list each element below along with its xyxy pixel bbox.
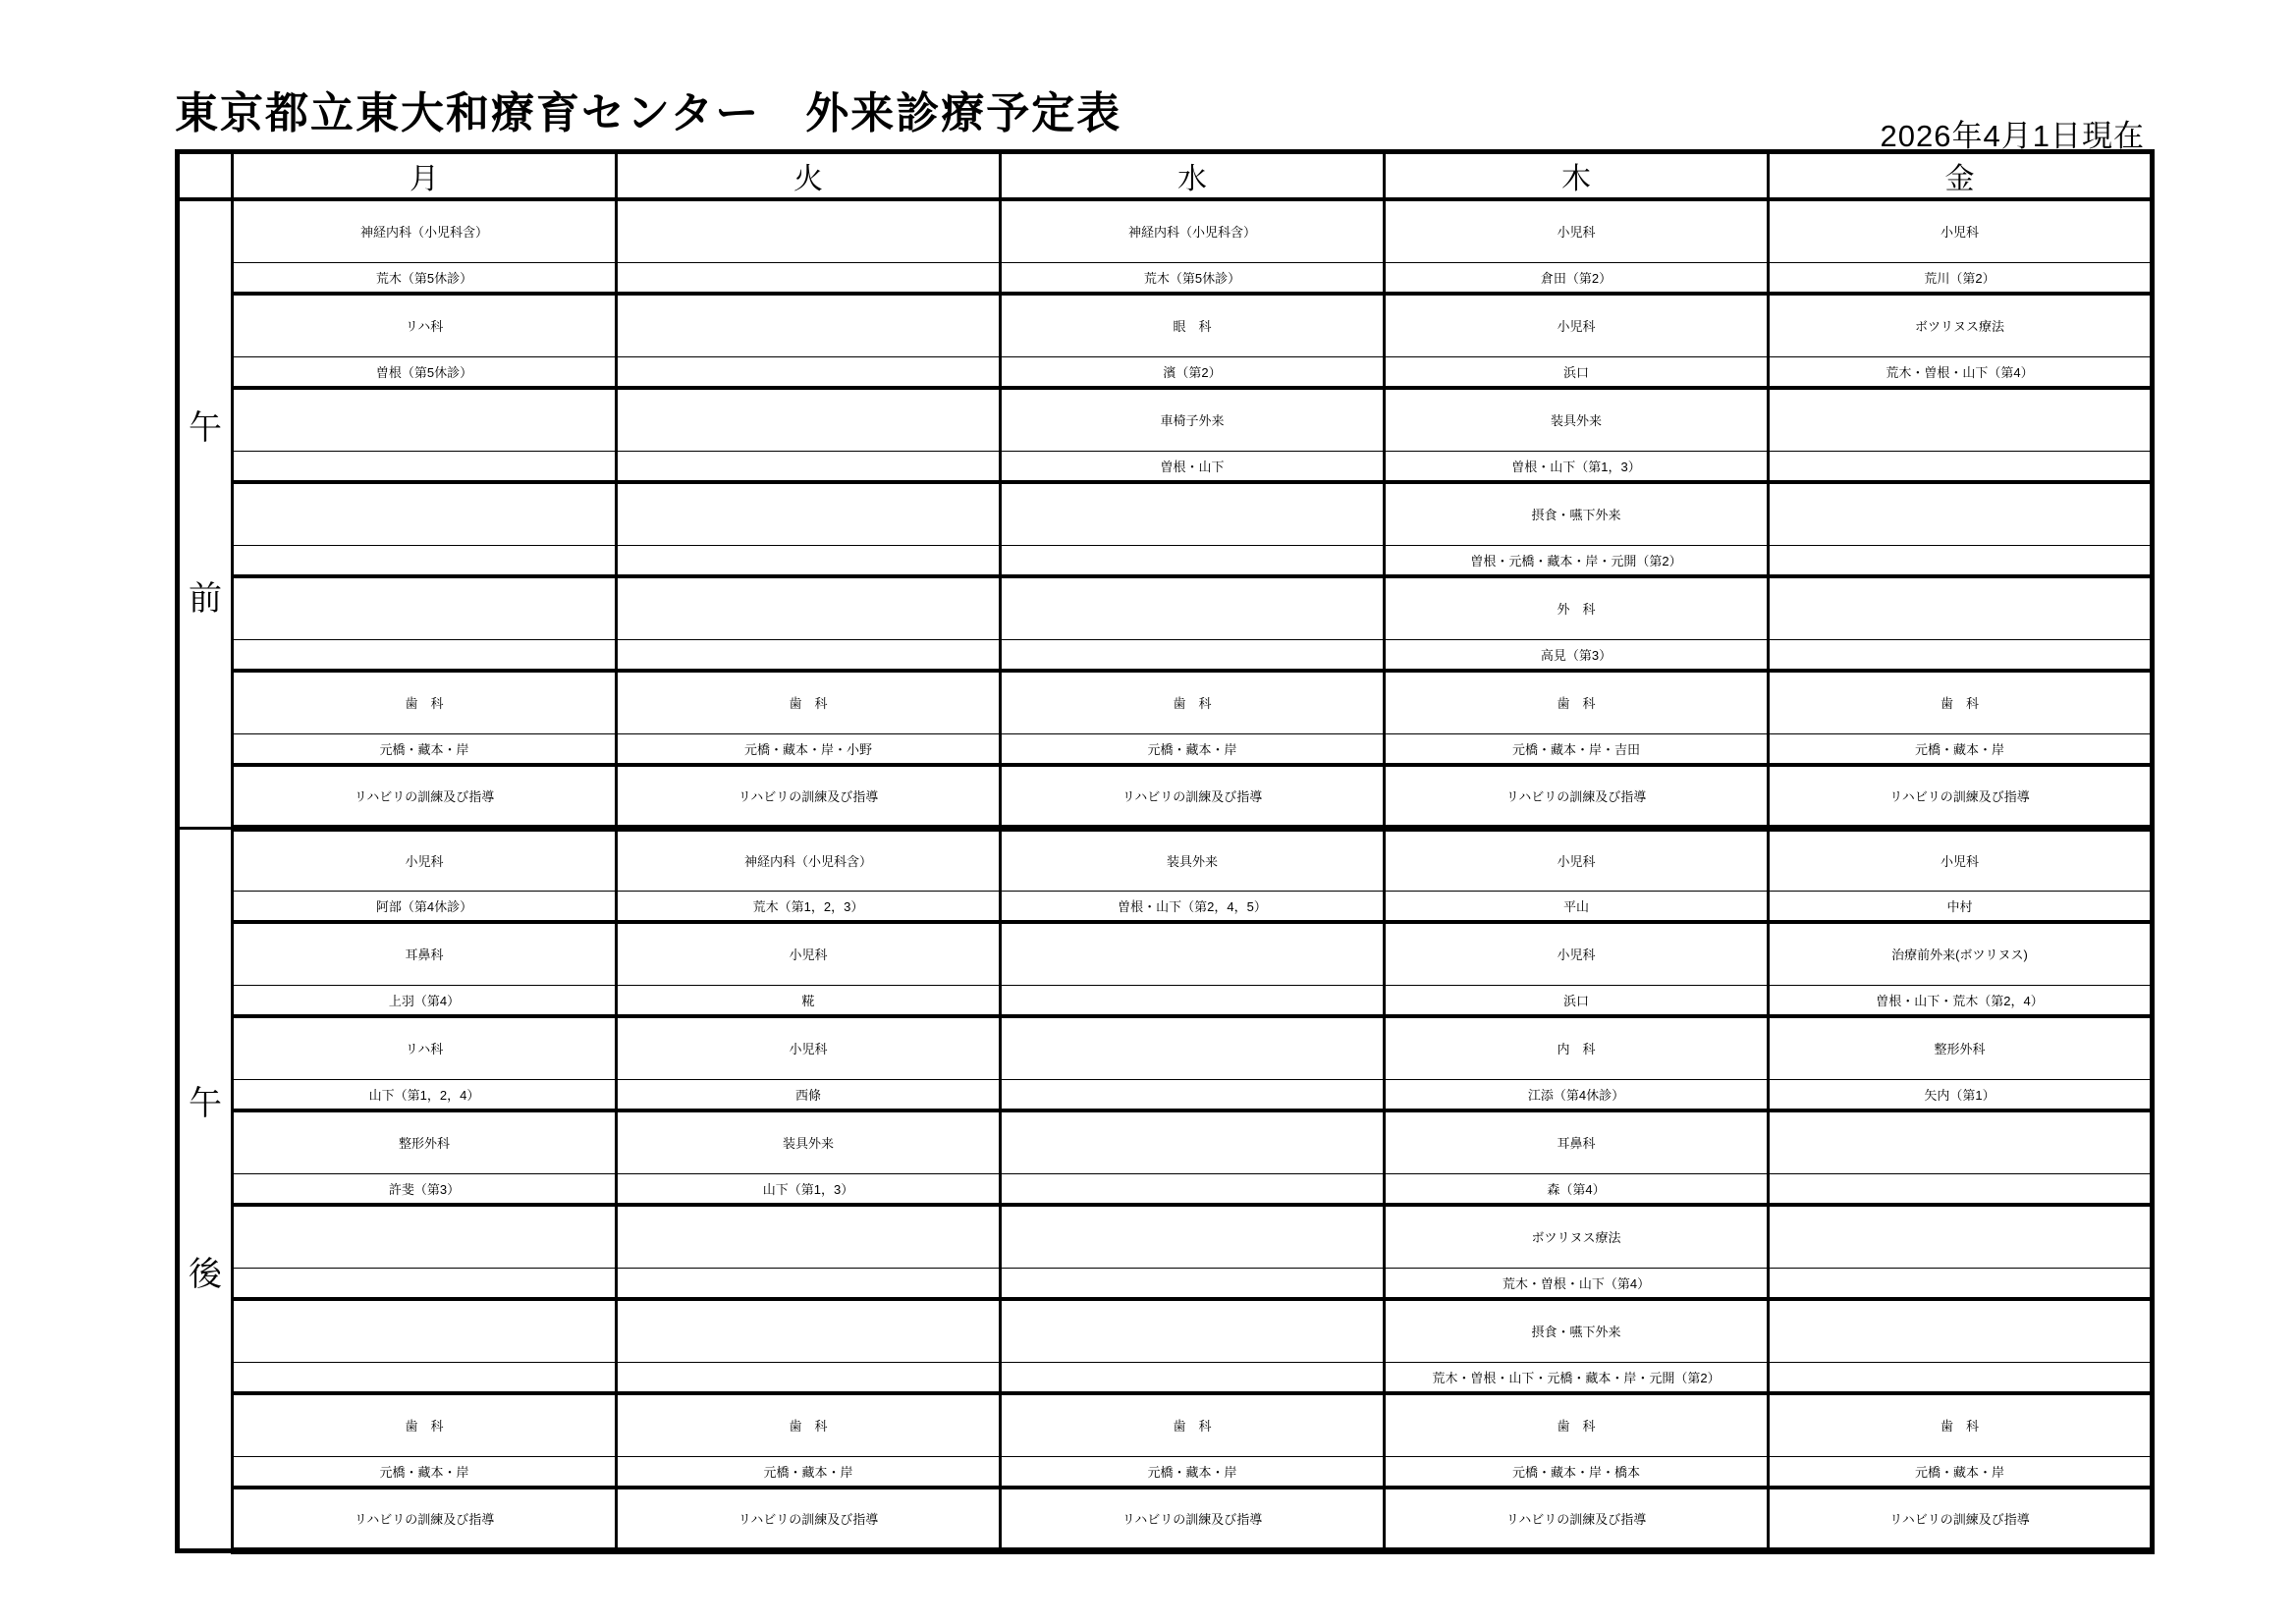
doctor-row: [178, 356, 2153, 388]
doctor-row: [178, 1362, 2153, 1393]
department-cell: 小児科: [1769, 828, 2153, 891]
department-cell: 治療前外来(ボツリヌス): [1769, 922, 2153, 985]
department-cell: [617, 294, 1001, 356]
doctor-cell: [1001, 1268, 1385, 1299]
rehab-cell: リハビリの訓練及び指導: [233, 1488, 617, 1550]
doctor-cell: 荒木（第1，2，3）: [617, 891, 1001, 922]
doctor-row: [178, 1173, 2153, 1205]
time-section-label-am: [178, 199, 233, 828]
doctor-cell: 阿部（第4休診）: [233, 891, 617, 922]
department-cell: 小児科: [1385, 922, 1769, 985]
doctor-cell: 荒川（第2）: [1769, 262, 2153, 294]
department-cell: [1001, 1205, 1385, 1268]
rehab-cell: リハビリの訓練及び指導: [1001, 1488, 1385, 1550]
doctor-cell: 荒木（第5休診）: [1001, 262, 1385, 294]
rehab-row: [178, 765, 2153, 828]
department-row: [178, 1299, 2153, 1362]
department-cell: [617, 199, 1001, 262]
doctor-cell: 浜口: [1385, 356, 1769, 388]
department-cell: 歯 科: [617, 1393, 1001, 1456]
department-cell: 装具外来: [617, 1110, 1001, 1173]
doctor-cell: 上羽（第4）: [233, 985, 617, 1016]
page-title: 東京都立東大和療育センター 外来診療予定表: [175, 89, 1122, 137]
department-cell: [617, 576, 1001, 639]
doctor-cell: [1001, 1362, 1385, 1393]
department-cell: ボツリヌス療法: [1769, 294, 2153, 356]
doctor-cell: 元橋・藏本・岸: [1001, 1456, 1385, 1488]
doctor-cell: 元橋・藏本・岸・吉田: [1385, 733, 1769, 765]
rehab-cell: リハビリの訓練及び指導: [1769, 1488, 2153, 1550]
department-cell: [617, 1299, 1001, 1362]
doctor-row: [178, 639, 2153, 671]
doctor-cell: 倉田（第2）: [1385, 262, 1769, 294]
day-header-row: [178, 152, 2153, 200]
department-row: [178, 922, 2153, 985]
doctor-cell: 曽根・山下: [1001, 451, 1385, 482]
doctor-cell: 元橋・藏本・岸: [233, 1456, 617, 1488]
doctor-cell: 糀: [617, 985, 1001, 1016]
department-cell: 摂食・嚥下外来: [1385, 482, 1769, 545]
doctor-cell: 曽根・山下（第2，4，5）: [1001, 891, 1385, 922]
time-section-label-pm: [178, 828, 233, 1550]
department-cell: 整形外科: [1769, 1016, 2153, 1079]
department-cell: 神経内科（小児科含）: [233, 199, 617, 262]
department-cell: 歯 科: [1385, 1393, 1769, 1456]
department-cell: 小児科: [1385, 294, 1769, 356]
doctor-cell: [1769, 1173, 2153, 1205]
rehab-cell: リハビリの訓練及び指導: [1769, 765, 2153, 828]
department-cell: 歯 科: [1001, 671, 1385, 733]
doctor-cell: [1001, 1173, 1385, 1205]
corner-cell: [178, 152, 233, 200]
schedule-table: [175, 149, 2155, 1554]
doctor-cell: 元橋・藏本・岸: [617, 1456, 1001, 1488]
doctor-cell: 高見（第3）: [1385, 639, 1769, 671]
doctor-cell: [233, 545, 617, 576]
department-cell: [1001, 922, 1385, 985]
rehab-cell: リハビリの訓練及び指導: [617, 1488, 1001, 1550]
doctor-cell: 荒木・曽根・山下・元橋・藏本・岸・元開（第2）: [1385, 1362, 1769, 1393]
doctor-cell: 曽根（第5休診）: [233, 356, 617, 388]
department-cell: 摂食・嚥下外来: [1385, 1299, 1769, 1362]
department-cell: 内 科: [1385, 1016, 1769, 1079]
department-cell: [233, 1299, 617, 1362]
department-cell: 耳鼻科: [233, 922, 617, 985]
department-cell: 歯 科: [1769, 671, 2153, 733]
department-cell: 歯 科: [233, 1393, 617, 1456]
doctor-cell: 矢内（第1）: [1769, 1079, 2153, 1110]
doctor-row: [178, 451, 2153, 482]
section-label-char: 後: [189, 1255, 222, 1293]
doctor-cell: 元橋・藏本・岸・小野: [617, 733, 1001, 765]
department-cell: [1769, 1205, 2153, 1268]
doctor-cell: 中村: [1769, 891, 2153, 922]
rehab-cell: リハビリの訓練及び指導: [233, 765, 617, 828]
doctor-row: [178, 545, 2153, 576]
department-cell: 歯 科: [1001, 1393, 1385, 1456]
doctor-cell: [617, 639, 1001, 671]
section-label-char: 前: [189, 580, 222, 619]
doctor-cell: [617, 1362, 1001, 1393]
department-cell: [1001, 576, 1385, 639]
day-header-wed: 水: [1001, 152, 1385, 200]
doctor-cell: [1001, 639, 1385, 671]
doctor-cell: 曽根・山下（第1，3）: [1385, 451, 1769, 482]
department-cell: [233, 482, 617, 545]
doctor-cell: 曽根・山下・荒木（第2，4）: [1769, 985, 2153, 1016]
doctor-cell: [1001, 545, 1385, 576]
day-header-tue: 火: [617, 152, 1001, 200]
section-label-char: 午: [189, 1084, 222, 1122]
department-cell: 装具外来: [1385, 388, 1769, 451]
doctor-cell: 山下（第1，2，4）: [233, 1079, 617, 1110]
department-cell: [1769, 1299, 2153, 1362]
doctor-cell: 曽根・元橋・藏本・岸・元開（第2）: [1385, 545, 1769, 576]
day-header-mon: 月: [233, 152, 617, 200]
department-cell: 歯 科: [1385, 671, 1769, 733]
department-cell: 外 科: [1385, 576, 1769, 639]
doctor-cell: 元橋・藏本・岸・橋本: [1385, 1456, 1769, 1488]
department-row: [178, 828, 2153, 891]
doctor-cell: 元橋・藏本・岸: [1769, 733, 2153, 765]
day-header-fri: 金: [1769, 152, 2153, 200]
day-header-thu: 木: [1385, 152, 1769, 200]
department-row: [178, 1016, 2153, 1079]
department-cell: [1769, 576, 2153, 639]
department-cell: 歯 科: [617, 671, 1001, 733]
doctor-cell: [1769, 1268, 2153, 1299]
department-cell: [1001, 1016, 1385, 1079]
rehab-cell: リハビリの訓練及び指導: [1385, 765, 1769, 828]
department-cell: 小児科: [617, 1016, 1001, 1079]
schedule-body: [178, 199, 2153, 1550]
date-note: 2026年4月1日現在: [1880, 119, 2145, 153]
rehab-row: [178, 1488, 2153, 1550]
document-header: [175, 89, 2151, 153]
doctor-cell: 元橋・藏本・岸: [1769, 1456, 2153, 1488]
department-row: [178, 1393, 2153, 1456]
department-row: [178, 576, 2153, 639]
department-cell: 車椅子外来: [1001, 388, 1385, 451]
doctor-cell: 濱（第2）: [1001, 356, 1385, 388]
department-cell: 小児科: [1769, 199, 2153, 262]
department-cell: 整形外科: [233, 1110, 617, 1173]
department-cell: [233, 576, 617, 639]
doctor-cell: [617, 545, 1001, 576]
doctor-cell: 江添（第4休診）: [1385, 1079, 1769, 1110]
doctor-cell: 許斐（第3）: [233, 1173, 617, 1205]
department-cell: 耳鼻科: [1385, 1110, 1769, 1173]
department-cell: [233, 388, 617, 451]
doctor-row: [178, 891, 2153, 922]
doctor-cell: [233, 639, 617, 671]
section-label-char: 午: [189, 409, 222, 448]
doctor-cell: 森（第4）: [1385, 1173, 1769, 1205]
doctor-row: [178, 1079, 2153, 1110]
department-cell: 神経内科（小児科含）: [617, 828, 1001, 891]
rehab-cell: リハビリの訓練及び指導: [1001, 765, 1385, 828]
department-row: [178, 1110, 2153, 1173]
rehab-cell: リハビリの訓練及び指導: [617, 765, 1001, 828]
doctor-cell: [233, 451, 617, 482]
doctor-cell: [1769, 451, 2153, 482]
doctor-cell: 西條: [617, 1079, 1001, 1110]
department-row: [178, 199, 2153, 262]
department-cell: 神経内科（小児科含）: [1001, 199, 1385, 262]
department-cell: リハ科: [233, 1016, 617, 1079]
department-cell: ボツリヌス療法: [1385, 1205, 1769, 1268]
doctor-cell: [617, 451, 1001, 482]
department-cell: リハ科: [233, 294, 617, 356]
doctor-cell: 元橋・藏本・岸: [1001, 733, 1385, 765]
department-cell: [1769, 388, 2153, 451]
department-cell: [617, 388, 1001, 451]
doctor-row: [178, 985, 2153, 1016]
department-cell: [1001, 482, 1385, 545]
doctor-cell: 荒木・曽根・山下（第4）: [1769, 356, 2153, 388]
department-cell: [617, 482, 1001, 545]
department-row: [178, 1205, 2153, 1268]
doctor-cell: 平山: [1385, 891, 1769, 922]
doctor-cell: 荒木（第5休診）: [233, 262, 617, 294]
doctor-cell: [233, 1362, 617, 1393]
department-cell: 小児科: [1385, 199, 1769, 262]
doctor-cell: [617, 356, 1001, 388]
department-cell: 装具外来: [1001, 828, 1385, 891]
department-cell: [1769, 482, 2153, 545]
department-cell: [233, 1205, 617, 1268]
department-cell: [1001, 1110, 1385, 1173]
department-cell: [1769, 1110, 2153, 1173]
doctor-cell: [1001, 1079, 1385, 1110]
department-cell: 小児科: [617, 922, 1001, 985]
department-cell: 歯 科: [1769, 1393, 2153, 1456]
doctor-row: [178, 262, 2153, 294]
department-cell: 眼 科: [1001, 294, 1385, 356]
department-cell: 小児科: [1385, 828, 1769, 891]
doctor-cell: [1001, 985, 1385, 1016]
department-cell: [617, 1205, 1001, 1268]
doctor-cell: 元橋・藏本・岸: [233, 733, 617, 765]
doctor-cell: [617, 1268, 1001, 1299]
department-cell: [1001, 1299, 1385, 1362]
department-row: [178, 294, 2153, 356]
doctor-row: [178, 1456, 2153, 1488]
department-cell: 小児科: [233, 828, 617, 891]
doctor-cell: 荒木・曽根・山下（第4）: [1385, 1268, 1769, 1299]
rehab-cell: リハビリの訓練及び指導: [1385, 1488, 1769, 1550]
department-row: [178, 388, 2153, 451]
doctor-cell: 浜口: [1385, 985, 1769, 1016]
doctor-cell: [617, 262, 1001, 294]
doctor-cell: [233, 1268, 617, 1299]
department-row: [178, 671, 2153, 733]
department-cell: 歯 科: [233, 671, 617, 733]
doctor-row: [178, 1268, 2153, 1299]
doctor-cell: [1769, 545, 2153, 576]
doctor-cell: [1769, 1362, 2153, 1393]
department-row: [178, 482, 2153, 545]
doctor-row: [178, 733, 2153, 765]
doctor-cell: [1769, 639, 2153, 671]
doctor-cell: 山下（第1，3）: [617, 1173, 1001, 1205]
